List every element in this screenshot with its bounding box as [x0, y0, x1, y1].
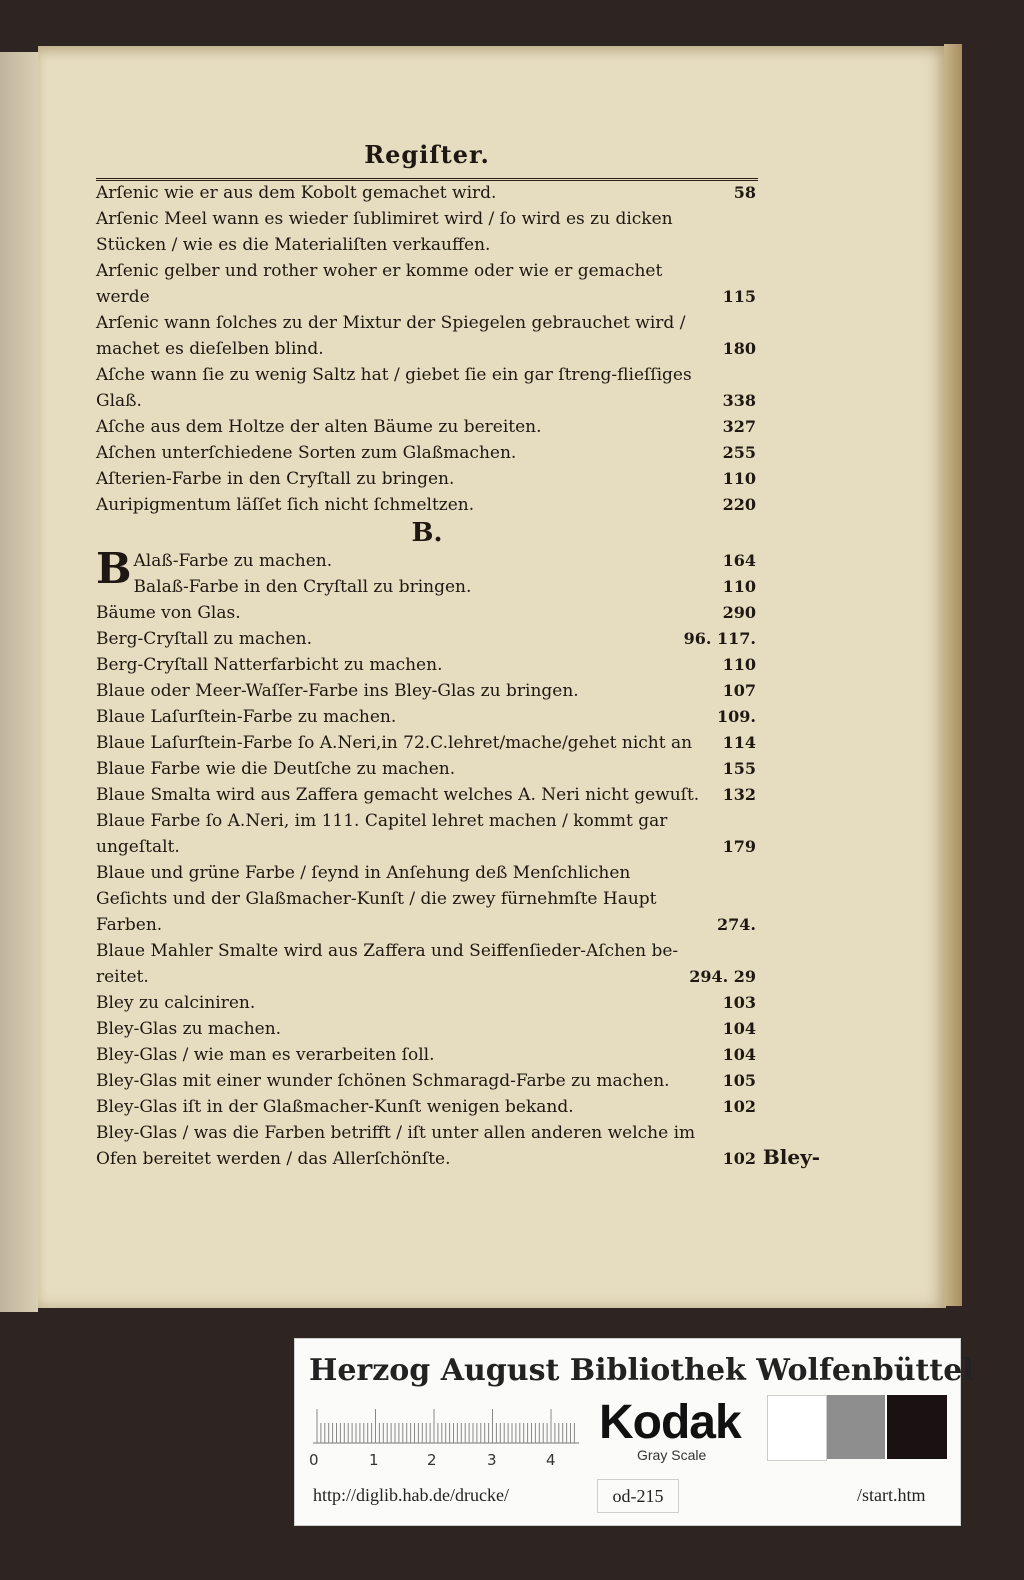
drop-initial: B — [96, 544, 132, 593]
register-entry — [96, 440, 758, 466]
section-heading-b: B. — [411, 518, 443, 548]
entry-text: Bäume von Glas. — [96, 603, 241, 623]
url-prefix: http://diglib.hab.de/drucke/ — [313, 1485, 509, 1505]
entry-text: Bley-Glas iſt in der Glaßmacher-Kunſt wenigen bekand. — [96, 1097, 574, 1117]
adjacent-page-edge — [0, 52, 38, 1312]
entry-text: Aſche wann ſie zu wenig Saltz hat / giebet ſie ein gar ſtreng-flieſſiges Glaß. — [96, 365, 692, 411]
register-entry — [96, 1016, 758, 1042]
register-entry — [96, 600, 758, 626]
register-entry — [96, 362, 758, 414]
register-entry — [96, 990, 758, 1016]
entry-text: Arſenic gelber und rother woher er komme oder wie er gemachet werde — [96, 261, 663, 307]
page-reference: 255 — [722, 443, 756, 462]
entry-text: Arſenic Meel wann es wieder ſublimiret wird / ſo wird es zu dicken Stücken / wie es die Materialiſten verkauffen. — [96, 209, 673, 255]
entry-text: Blaue Mahler Smalte wird aus Zaffera und Seiffenſieder-Aſchen bereitet. — [96, 941, 679, 987]
register-title: Regiſter. — [364, 140, 490, 169]
register-entry — [96, 756, 758, 782]
entry-text: Bley-Glas / wie man es verarbeiten ſoll. — [96, 1045, 435, 1065]
page-reference: 58 — [733, 183, 756, 202]
register-entry — [96, 1068, 758, 1094]
register-entry — [96, 310, 758, 362]
color-target-card — [294, 1338, 974, 1526]
entry-text: Aſterien-Farbe in den Cryſtall zu bringen. — [96, 469, 455, 489]
entry-text: Blaue oder Meer-Waſſer-Farbe ins Bley-Glas zu bringen. — [96, 681, 579, 701]
page-reference: 132 — [722, 785, 756, 804]
ruler-label: 4 — [546, 1451, 556, 1469]
url-suffix: /start.htm — [857, 1485, 926, 1505]
register-entry — [96, 206, 758, 258]
entry-text: Bley-Glas zu machen. — [96, 1019, 282, 1039]
page-reference: 104 — [722, 1019, 756, 1038]
entry-text: Blaue Laſurſtein-Farbe ſo A.Neri,in 72.C.lehret/mache/gehet nicht an — [96, 733, 693, 753]
register-entry — [96, 652, 758, 678]
ruler-scale — [313, 1405, 579, 1445]
register-entry — [96, 860, 758, 938]
page-reference: 110 — [722, 655, 756, 674]
register-entry — [96, 1042, 758, 1068]
register-entry — [96, 492, 758, 518]
register-entry — [96, 678, 758, 704]
page-reference: 179 — [722, 837, 756, 856]
entry-text: Blaue Laſurſtein-Farbe zu machen. — [96, 707, 397, 727]
entry-text: Berg-Cryſtall Natterfarbicht zu machen. — [96, 655, 443, 675]
entry-text: Bley zu calciniren. — [96, 993, 256, 1013]
ruler-label: 1 — [369, 1451, 379, 1469]
register-entry — [96, 1094, 758, 1120]
register-entry — [96, 1120, 758, 1172]
entry-text: Blaue und grüne Farbe / ſeynd in Anſehung deß Menſchlichen Geſichts und der Glaßmacher-Kunſt / die zwey fürnehmſte Haupt Farben. — [96, 863, 657, 935]
register-entry — [96, 258, 758, 310]
page-reference: 114 — [722, 733, 756, 752]
page-edge — [944, 44, 962, 1306]
page-reference: 96. 117. — [683, 629, 756, 648]
page-reference: 290 — [722, 603, 756, 622]
page-reference: 220 — [722, 495, 756, 514]
page-reference: 110 — [722, 577, 756, 596]
gray-swatch-black — [887, 1395, 947, 1459]
entry-text: Berg-Cryſtall zu machen. — [96, 629, 313, 649]
entry-text: Arſenic wie er aus dem Kobolt gemachet wird. — [96, 183, 497, 203]
entry-text: Bley-Glas / was die Farben betrifft / iſt unter allen anderen welche im Ofen bereitet werden / das Allerſchönſte. — [96, 1123, 696, 1169]
register-entry — [96, 782, 758, 808]
page-reference: 104 — [722, 1045, 756, 1064]
register-entry — [96, 730, 758, 756]
page-reference: 294. 29 — [689, 967, 756, 986]
register-entry — [96, 626, 758, 652]
page-reference: 102 — [722, 1097, 756, 1116]
page-header — [96, 140, 758, 181]
ruler-label: 0 — [309, 1451, 319, 1469]
entry-text: Aſchen unterſchiedene Sorten zum Glaßmachen. — [96, 443, 517, 463]
ruler-label: 3 — [487, 1451, 497, 1469]
gray-scale-label: Gray Scale — [637, 1447, 707, 1463]
library-name: Herzog August Bibliothek Wolfenbüttel — [309, 1353, 974, 1388]
entry-text: Aſche aus dem Holtze der alten Bäume zu bereiten. — [96, 417, 542, 437]
entry-text: Bley-Glas mit einer wunder ſchönen Schmaragd-Farbe zu machen. — [96, 1071, 670, 1091]
shelfmark-code: od-215 — [597, 1479, 679, 1513]
register-entries — [96, 180, 758, 1172]
page-reference: 338 — [722, 391, 756, 410]
entry-text: Blaue Farbe wie die Deutſche zu machen. — [96, 759, 456, 779]
page-reference: 103 — [722, 993, 756, 1012]
entry-text: Arſenic wann ſolches zu der Mixtur der Spiegelen gebrauchet wird / machet es dieſelben blind. — [96, 313, 686, 359]
page-reference: 109. — [717, 707, 756, 726]
catchword: Bley- — [762, 1145, 820, 1169]
page-reference: 110 — [722, 469, 756, 488]
register-entry — [96, 466, 758, 492]
register-entry — [96, 180, 758, 206]
page-reference: 327 — [722, 417, 756, 436]
entry-text: Alaß-Farbe zu machen. — [133, 551, 333, 571]
page-reference: 102 — [722, 1149, 756, 1168]
entry-text: Auripigmentum läſſet ſich nicht ſchmeltzen. — [96, 495, 475, 515]
register-entry — [96, 808, 758, 860]
page-reference: 180 — [722, 339, 756, 358]
kodak-logo: Kodak — [599, 1396, 741, 1449]
gray-swatch-white — [767, 1395, 827, 1461]
entry-text: Blaue Smalta wird aus Zaffera gemacht welches A. Neri nicht gewuſt. — [96, 785, 700, 805]
page-reference: 105 — [722, 1071, 756, 1090]
register-entry — [96, 704, 758, 730]
entry-text: Blaue Farbe ſo A.Neri, im 111. Capitel lehret machen / kommt gar ungeſtalt. — [96, 811, 668, 857]
page-reference: 274. — [717, 915, 756, 934]
entry-text: Balaß-Farbe in den Cryſtall zu bringen. — [133, 577, 472, 597]
register-entry — [96, 938, 758, 990]
page-reference: 155 — [722, 759, 756, 778]
page-reference: 107 — [722, 681, 756, 700]
register-entry — [96, 414, 758, 440]
gray-swatch-mid — [827, 1395, 885, 1459]
register-entry — [96, 574, 758, 600]
page-reference: 164 — [722, 551, 756, 570]
ruler-label: 2 — [427, 1451, 437, 1469]
page-reference: 115 — [722, 287, 756, 306]
